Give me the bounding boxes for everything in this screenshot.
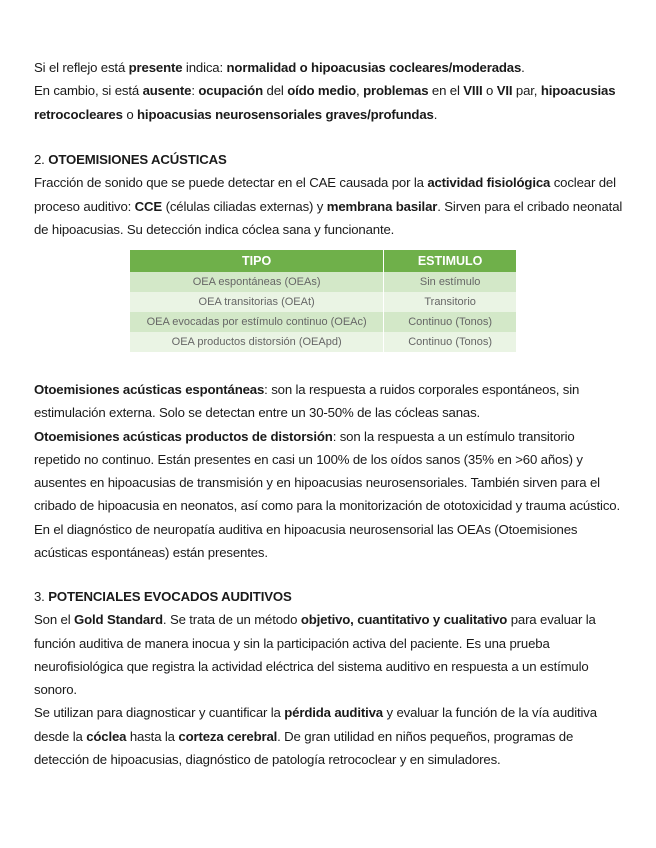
evoked-potentials-heading: 3. POTENCIALES EVOCADOS AUDITIVOS [34, 589, 292, 604]
spontaneous-oae-paragraph: Otoemisiones acústicas espontáneas: son la respuesta a ruidos corporales espontáneos, sin estimulación externa. Solo se detectan entre un 30-50% de las cócleas sanas. [34, 382, 580, 421]
stimulus-cell: Continuo (Tonos) [384, 332, 516, 352]
type-cell: OEA espontáneas (OEAs) [130, 272, 384, 292]
table-header-row [130, 250, 516, 272]
stimulus-cell: Sin estímulo [384, 272, 516, 292]
distortion-oae-paragraph: Otoemisiones acústicas productos de distorsión: son la respuesta a un estímulo transitorio repetido no continuo. Están presentes en casi un 100% de los oídos sanos (35% en >60 años) y ausentes en hipoacusias de transmisión y en hipoacusias neurosensoriales. También sirven para el cribado de hipoacusia en neonatos, así como para la monitorización de ototoxicidad y trauma acústico. En el diagnóstico de neuropatía auditiva en hipoacusia neurosensorial las OEAs (Otoemisiones acústicas espontáneas) están presentes. [34, 428, 620, 561]
table-row [130, 272, 516, 292]
otoemissions-definition-paragraph: Fracción de sonido que se puede detectar en el CAE causada por la actividad fisiológica coclear del proceso auditivo: CCE (células ciliadas externas) y membrana basilar. Sirven para el cribado neonatal de hipoacusias. Su detección indica cóclea sana y funcionante. [34, 175, 623, 237]
table-row [130, 332, 516, 352]
header-tipo: TIPO [130, 250, 384, 272]
table-row [130, 292, 516, 312]
stimulus-cell: Transitorio [384, 292, 516, 312]
stimulus-cell: Continuo (Tonos) [384, 312, 516, 332]
otoemissions-section [34, 148, 624, 241]
oae-types-table [130, 250, 516, 352]
type-cell: OEA evocadas por estímulo continuo (OEAc) [130, 312, 384, 332]
gold-standard-paragraph: Son el Gold Standard. Se trata de un método objetivo, cuantitativo y cualitativo para evaluar la función auditiva de manera inocua y sin la participación activa del paciente. Es una prueba neurofisiológica que registra la actividad eléctrica del sistema auditivo en respuesta a un estímulo sonoro. [34, 612, 596, 698]
header-estimulo: ESTIMULO [384, 250, 516, 272]
type-cell: OEA productos distorsión (OEApd) [130, 332, 384, 352]
usage-paragraph: Se utilizan para diagnosticar y cuantificar la pérdida auditiva y evaluar la función de la vía auditiva desde la cóclea hasta la corteza cerebral. De gran utilidad en niños pequeños, programas de detección de hipoacusias, diagnóstico de patología retrococlear y en simuladores. [34, 705, 597, 768]
reflex-absent-paragraph: En cambio, si está ausente: ocupación del oído medio, problemas en el VIII o VII par, hipoacusias retrococleares o hipoacusias neurosensoriales graves/profundas. [34, 83, 616, 122]
evoked-potentials-section [34, 585, 624, 771]
table-row [130, 312, 516, 332]
reflex-present-paragraph: Si el reflejo está presente indica: normalidad o hipoacusias cocleares/moderadas. [34, 60, 525, 75]
otoemissions-types-block [34, 378, 624, 564]
otoemissions-heading: 2. OTOEMISIONES ACÚSTICAS [34, 152, 227, 167]
reflex-interpretation-block [34, 56, 624, 126]
type-cell: OEA transitorias (OEAt) [130, 292, 384, 312]
